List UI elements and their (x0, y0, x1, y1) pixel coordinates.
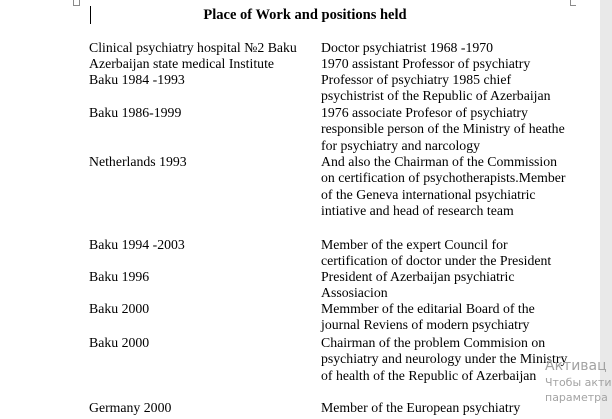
position-cell: Memmber of the editarial Board of the journal Reviens of modern psychiatry (321, 301, 535, 333)
place-cell: Azerbaijan state medical Institute (89, 56, 275, 71)
place-cell: Baku 2000 (89, 335, 150, 350)
position-cell: And also the Chairman of the Commission on certification of psychotherapists.Member of the Geneva international psychiatric intiative and head of research team (321, 154, 566, 218)
place-cell: Clinical psychiatry hospital №2 Baku (89, 40, 297, 55)
position-cell: Member of the expert Council for certification of doctor under the President (321, 237, 552, 269)
position-cell: Member of the European psychiatry (321, 400, 521, 415)
watermark-line: Чтобы акти (545, 376, 612, 389)
position-cell: 1976 associate Profesor of psychiatry responsible person of the Ministry of heathe for psychiatry and narcology (321, 105, 565, 153)
place-cell: Baku 1994 -2003 (89, 237, 185, 252)
watermark-line: параметра (545, 391, 608, 404)
place-cell: Baku 1996 (89, 269, 150, 284)
place-cell: Baku 1984 -1993 (89, 72, 185, 87)
windows-activation-watermark (545, 357, 612, 405)
place-cell: Baku 1986-1999 (89, 105, 182, 120)
position-cell: Professor of psychiatry 1985 chief psychistrist of the Republic of Azerbaijan (321, 72, 551, 104)
place-cell: Netherlands 1993 (89, 154, 187, 169)
position-cell: Chairman of the problem Commision on psychiatry and neurology under the Ministry of health of the Republic of Azerbaijan (321, 335, 568, 383)
position-cell: 1970 assistant Professor of psychiatry (321, 56, 531, 71)
position-cell: President of Azerbaijan psychiatric Assosiacion (321, 269, 515, 301)
position-cell: Doctor psychiatrist 1968 -1970 (321, 40, 494, 55)
document-title: Place of Work and positions held (203, 7, 407, 23)
place-cell: Germany 2000 (89, 400, 172, 415)
watermark-title: Активац (545, 358, 607, 374)
place-cell: Baku 2000 (89, 301, 150, 316)
